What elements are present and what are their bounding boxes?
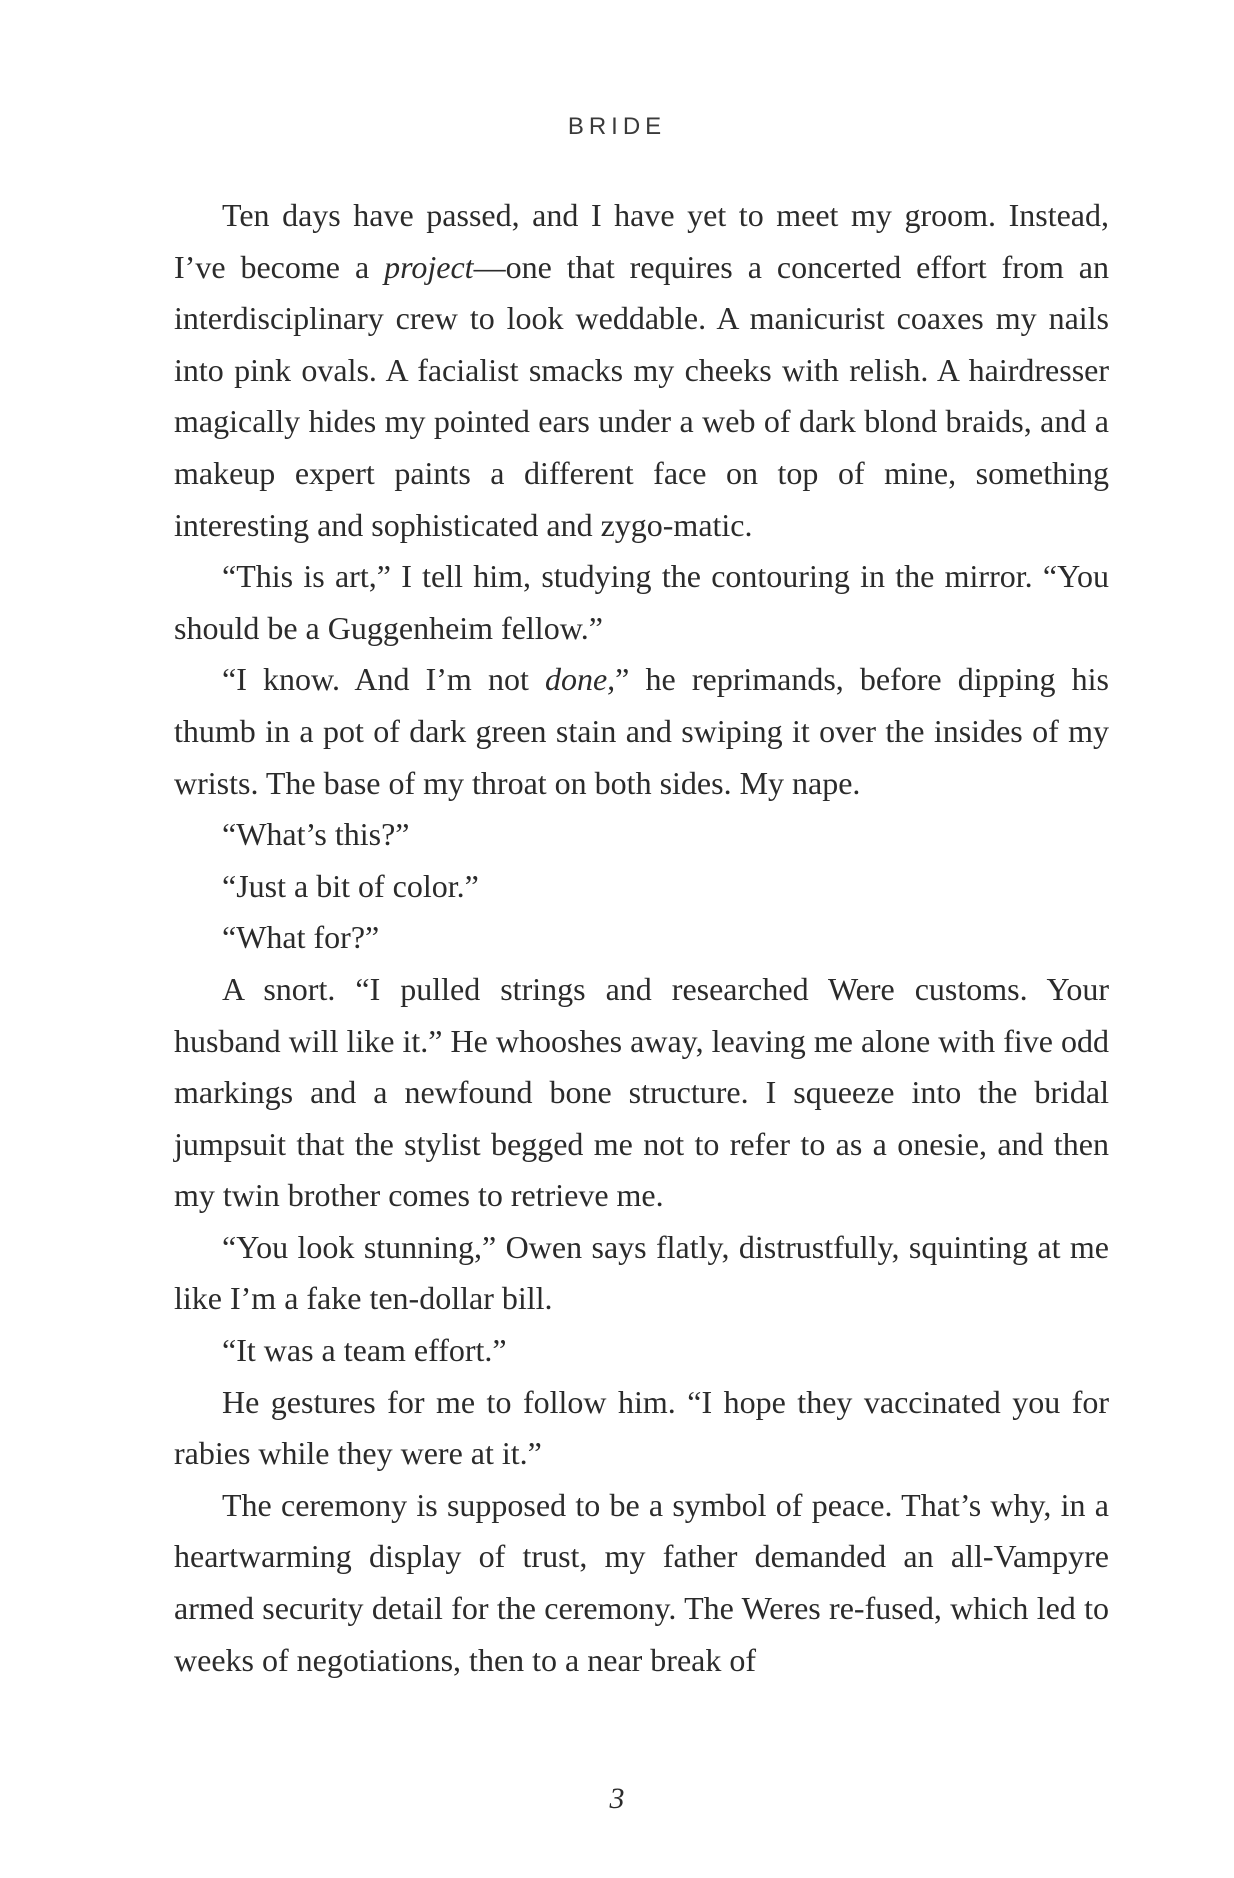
emphasis-text: done, <box>544 661 616 698</box>
body-text <box>174 190 1109 1686</box>
paragraph: “Just a bit of color.” <box>222 867 479 904</box>
paragraph: He gestures for me to follow him. “I hope they vaccinated you for rabies while they were at it.” <box>174 1383 1109 1472</box>
page-number: 3 <box>609 1782 625 1815</box>
paragraph-text: “I know. And I’m not <box>222 661 545 698</box>
paragraph <box>174 190 1109 551</box>
running-head: BRIDE <box>567 113 667 140</box>
paragraph <box>174 654 1109 809</box>
paragraph: “You look stunning,” Owen says flatly, distrustfully, squinting at me like I’m a fake ten-dollar bill. <box>174 1228 1109 1317</box>
emphasis-text: project <box>384 248 474 285</box>
paragraph-text: ” he reprimands, before dipping his thumb in a pot of dark green stain and swiping it over the insides of my wrists. The base of my throat on both sides. My nape. <box>174 661 1110 801</box>
paragraph: “What’s this?” <box>222 816 410 853</box>
paragraph: The ceremony is supposed to be a symbol of peace. That’s why, in a heartwarming display of trust, my father demanded an all-Vampyre armed security detail for the ceremony. The Weres re-fused, which led to weeks of negotiations, then to a near break of <box>174 1486 1109 1678</box>
paragraph-text: Ten days have passed, and I have yet to meet my groom. Instead, I’ve become a <box>174 197 1109 285</box>
paragraph-text: —one that requires a concerted effort from an interdisciplinary crew to look weddable. A manicurist coaxes my nails into pink ovals. A facialist smacks my cheeks with relish. A hairdresser magically hides my pointed ears under a web of dark blond braids, and a makeup expert paints a different face on top of mine, something interesting and sophisticated and zygo-matic. <box>174 248 1110 543</box>
paragraph: “It was a team effort.” <box>222 1332 507 1369</box>
paragraph: A snort. “I pulled strings and researched Were customs. Your husband will like it.” He whooshes away, leaving me alone with five odd markings and a newfound bone structure. I squeeze into the bridal jumpsuit that the stylist begged me not to refer to as a onesie, and then my twin brother comes to retrieve me. <box>174 970 1109 1214</box>
paragraph: “This is art,” I tell him, studying the contouring in the mirror. “You should be a Guggenheim fellow.” <box>174 558 1109 646</box>
paragraph: “What for?” <box>222 919 380 956</box>
